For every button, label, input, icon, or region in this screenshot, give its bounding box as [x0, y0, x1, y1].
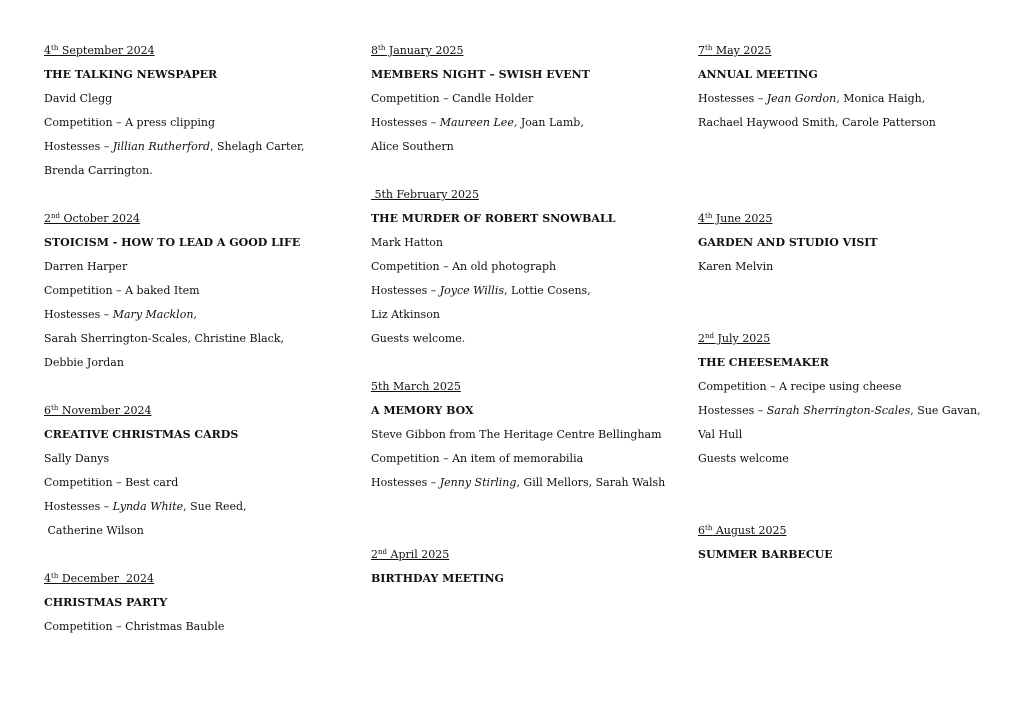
event-hostesses: Hostesses – Jean Gordon, Monica Haigh,	[698, 92, 926, 105]
spacer	[698, 159, 998, 183]
event-title: THE MURDER OF ROBERT SNOWBALL	[371, 212, 616, 225]
spacer	[371, 351, 681, 375]
column-summer-2025	[698, 39, 998, 567]
spacer	[698, 279, 998, 303]
event-speaker: Darren Harper	[44, 260, 128, 273]
event-title: MEMBERS NIGHT – SWISH EVENT	[371, 68, 590, 81]
event-speaker: Mark Hatton	[371, 236, 443, 249]
event-march	[371, 375, 681, 495]
event-may	[698, 39, 998, 135]
event-title: THE CHEESEMAKER	[698, 356, 829, 369]
event-title: ANNUAL MEETING	[698, 68, 818, 81]
event-date: 2nd October 2024	[44, 212, 141, 225]
event-date: 6th August 2025	[698, 524, 787, 537]
event-hostesses: Hostesses – Mary Macklon,	[44, 308, 197, 321]
event-competition: Competition – An item of memorabilia	[371, 452, 584, 465]
event-competition: Competition – A baked Item	[44, 284, 200, 297]
event-competition: Competition – Christmas Bauble	[44, 620, 225, 633]
event-competition: Competition – A recipe using cheese	[698, 380, 902, 393]
event-speaker: Sally Danys	[44, 452, 110, 465]
event-hostesses-cont: Sarah Sherrington-Scales, Christine Black,	[44, 332, 284, 345]
event-hostesses-cont: Val Hull	[698, 428, 743, 441]
event-note: Guests welcome.	[371, 332, 466, 345]
event-hostesses-cont: Rachael Haywood Smith, Carole Patterson	[698, 116, 936, 129]
event-title: STOICISM - HOW TO LEAD A GOOD LIFE	[44, 236, 301, 249]
event-date: 2nd April 2025	[371, 548, 450, 561]
spacer	[44, 543, 354, 567]
event-date: 4th December 2024	[44, 572, 155, 585]
spacer	[44, 183, 354, 207]
spacer	[371, 159, 681, 183]
event-competition: Competition – Candle Holder	[371, 92, 534, 105]
event-speaker: Steve Gibbon from The Heritage Centre Bellingham	[371, 428, 662, 441]
event-june	[698, 207, 998, 279]
event-hostesses-cont: Alice Southern	[371, 140, 454, 153]
event-hostesses-cont: Catherine Wilson	[44, 524, 144, 537]
event-december	[44, 567, 354, 639]
event-hostesses: Hostesses – Jenny Stirling, Gill Mellors, Sarah Walsh	[371, 476, 666, 489]
event-april	[371, 543, 681, 591]
event-february	[371, 183, 681, 351]
event-title: GARDEN AND STUDIO VISIT	[698, 236, 878, 249]
event-title: A MEMORY BOX	[371, 404, 474, 417]
event-date: 5th February 2025	[371, 188, 479, 201]
event-date: 4th September 2024	[44, 44, 155, 57]
event-date: 2nd July 2025	[698, 332, 771, 345]
event-competition: Competition – An old photograph	[371, 260, 557, 273]
event-competition: Competition – A press clipping	[44, 116, 216, 129]
event-hostesses: Hostesses – Joyce Willis, Lottie Cosens,	[371, 284, 591, 297]
event-title: CHRISTMAS PARTY	[44, 596, 168, 609]
event-note: Guests welcome	[698, 452, 789, 465]
event-january	[371, 39, 681, 159]
event-july	[698, 327, 998, 471]
spacer	[698, 183, 998, 207]
event-competition: Competition – Best card	[44, 476, 179, 489]
event-hostesses-cont: Brenda Carrington.	[44, 164, 153, 177]
event-title: BIRTHDAY MEETING	[371, 572, 504, 585]
spacer	[371, 519, 681, 543]
event-hostesses-cont: Debbie Jordan	[44, 356, 124, 369]
event-hostesses: Hostesses – Maureen Lee, Joan Lamb,	[371, 116, 584, 129]
event-august	[698, 519, 998, 567]
event-september	[44, 39, 354, 183]
event-date: 6th November 2024	[44, 404, 152, 417]
spacer	[698, 495, 998, 519]
event-hostesses: Hostesses – Jillian Rutherford, Shelagh Carter,	[44, 140, 305, 153]
event-title: SUMMER BARBECUE	[698, 548, 833, 561]
event-november	[44, 399, 354, 543]
column-autumn-2024	[44, 39, 354, 639]
event-date: 7th May 2025	[698, 44, 772, 57]
event-date: 8th January 2025	[371, 44, 464, 57]
event-hostesses: Hostesses – Sarah Sherrington-Scales, Sue Gavan,	[698, 404, 981, 417]
event-date: 5th March 2025	[371, 380, 461, 393]
event-speaker: Karen Melvin	[698, 260, 774, 273]
spacer	[698, 135, 998, 159]
spacer	[44, 375, 354, 399]
spacer	[371, 495, 681, 519]
event-date: 4th June 2025	[698, 212, 773, 225]
event-october	[44, 207, 354, 375]
event-hostesses-cont: Liz Atkinson	[371, 308, 440, 321]
event-title: CREATIVE CHRISTMAS CARDS	[44, 428, 239, 441]
spacer	[698, 303, 998, 327]
event-title: THE TALKING NEWSPAPER	[44, 68, 218, 81]
spacer	[698, 471, 998, 495]
column-spring-2025	[371, 39, 681, 591]
event-speaker: David Clegg	[44, 92, 113, 105]
event-hostesses: Hostesses – Lynda White, Sue Reed,	[44, 500, 247, 513]
